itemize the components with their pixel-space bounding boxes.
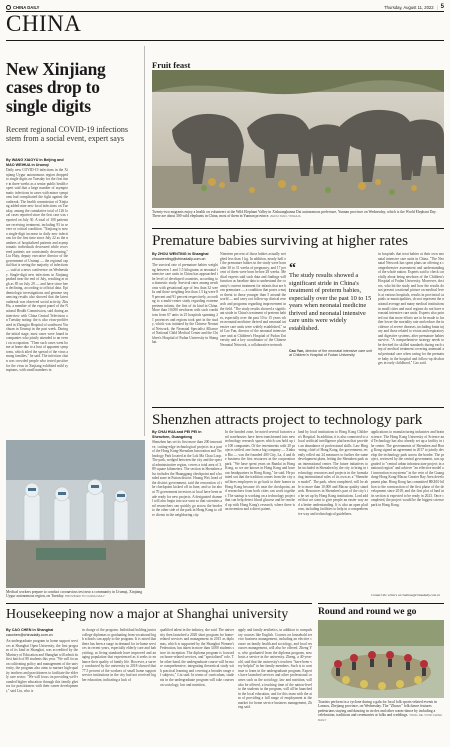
round-top-rule (318, 603, 444, 604)
folk-dance-illustration (318, 620, 444, 698)
paper-name: CHINA DAILY (13, 4, 40, 10)
lead-body-col1: Daily new COVID-19 infections in the Xinjiang Uygur autonomous region dropped to single digits on Tuesday for the first time in three weeks as a senior public health expert said that a large number of asymptomatic infections in cases with minor symptoms had complicated the fight against the outbreak. The health commission of Xinjiang added nine new local infections on Tuesday, among the cumulative total of 126 local cases reported since the first case was reported on July 30. A total of 100 patients are receiving treatment, including 93 in severe or critical condition. "Xinjiang is now a single-digit increase in daily new infections for the first time since July 22 as the numbers of hospitalized patients and asymptomatic individuals decreased while recovered patients are consistently decreasing," Liu Huiy, deputy executive director of the government of Urumqi — the regional capital that is seeing the majority of infections — said at a news conference on Wednesday. Single-digit new infections in Xinjiang peaked near the end of July, resulting at nigh as 85 on July 29 — and have since been declining, according to official data. Epidemiologic investigations and genome sequencing results also showed that the latest outbreak was observed social activity, Zhu Hu, a member of the expert panel of the National Health Commission, said during an interview with China Central Television on Tuesday noting: the is also virus-proliferated in Zhongjia Hospital of southwest Yinchuan in Urumqi in the past week. During the initial stage, most cases were found in companies who jointly attended to an event on occupation. "Then such cases went home at home due to a host of apparent symptoms, which ailed the spread of the virus among families," he said. The infection chain was crowded people who tested positive for the virus in Xinjiang exhibited mild symptoms, with small numbers in (6, 168, 68, 373)
shenzhen-col4: applications to manufacturing industries and brain science. The Hong Kong University of Science and Technology has also already set up a facility in the center. The governments of Shenzhen and Hong Kong signed an agreement in 2017 to jointly develop the technology park across the border. The project, reviewed by the central government, was upgraded to "central urban infrastructure project in a national region" and achieve "an effective model of innovation ecosystems" in the vein of the Guangdong-Hong Kong-Macao Greater Bay Area development plan. Hong Kong has committed HK$10 billion to the construction of the first phase of the development since 2018, and the first plot of land in its section is expected to be ready in 2023. Once completed, the project would be the biggest science park in Hong Kong. (371, 430, 444, 507)
premature-pull-quote: The study results showed a significant stride in China's treatment of preterm babies, especially over the past 10 to 15 years when neonatal medicine thrived and neonatal intensive care units were widely established. (289, 272, 372, 332)
lead-headline: New Xinjiang cases drop to single digits (6, 59, 106, 116)
paper-logo (6, 5, 39, 10)
elephants-photo-illustration (152, 70, 444, 208)
housekeeping-top-rule (6, 603, 312, 604)
section-title: CHINA (6, 11, 82, 36)
premature-col2: Nineteen percent of those babies actually weighed less than 1 kg. In addition, nearly half of the premature babies in the study were born after 30 to 31 weeks of pregnancy, and 17 percent of them were born before 28 weeks. Medical experts said such data and findings will function as baseline data to understand the country's current treatment for infants that are born premature — a condition that poses a major threat to those younger than 5 around the world — and carry out follow-up clinical research and programs regarding improvement in the field. "The study results showed a significant stride in China's treatment of preterm babies, especially over the past 10 to 15 years when neonatal medicine thrived and neonatal intensive care units were widely established," said Cao Yun, director of the neonatal intensive care unit at Children's Hospital of Fudan University and a key coordinator of the Chinese Neonatal Network, a collaborative network (220, 252, 286, 347)
premature-byline: By ZHOU WENTING in Shanghai zhouwenting@chinadaily.com.cn (152, 252, 209, 261)
medical-workers-photo (6, 440, 145, 588)
shenzhen-contact: Contact the writers at chaihua@chinadaily.com.cn (371, 593, 441, 597)
lead-body-col2-text (72, 146, 138, 436)
housekeeping-col1: An undergraduate program in home support services at Shanghai Open University, the first program of its kind in Shanghai, was accredited by the Ministry of Education and Shanghai will admit its first batch of 80 students this year. "We will focus on cultivating policy and management of the university, the program also aims to nurture high-quality teachers and practitioners to facilitate the elderly care sector. "We will focus on providing well-rounded higher education through this family ghettos for practitioners with their career development," said Liu, who is (6, 639, 78, 694)
quote-mark-icon: “ (289, 261, 296, 276)
housekeeping-headline: Housekeeping now a major at Shanghai university (6, 607, 289, 622)
lead-byline: By WANG XIAOYU in Beijing and MAO WEIHUA in Urumqi (6, 158, 64, 167)
fruit-feast-photo (152, 70, 444, 208)
housekeeping-byline: By CAO CHEN in Shanghai caochen@chinadaily.com.cn (6, 628, 54, 637)
fruit-caption-text: Twenty-two migrants enjoy a health on volunteers at the Wild Elephant Valley in Xishuangbanna Dai autonomous prefecture, Yunnan province on Wednesday, which is the World Elephant Day. There are about 300 wild elephants in China, most of them in Yunnan province. (152, 210, 437, 219)
logo-mark-icon (6, 5, 11, 10)
housekeeping-col3: qualified talent in the industry, she said. The university then launched a 2020 short program for home-related services and management in 2015 as diplomas, which is supported by the Shanghai Women's Federation, has taken in more than 3,000 students since its inception. The diploma program is focused on home-related services, and "specialized" role. The other hand, the undergraduate course will be more comprehensive, integrating theoretical study with practical learning and covering a broader range of subjects," Liu said. In terms of curriculum, students in the undergraduate program will take courses on sociology, law and nutrition, (160, 628, 234, 687)
medical-workers-caption: Medical workers prepare to conduct coronavirus test near a community in Urumqi, Xinjiang Uygur autonomous region, on Tuesday. PROVIDED TO CHINA DAILY (6, 590, 143, 599)
housekeeping-col2: in charge of the program. Individual holding junior college diplomas or graduating from vocational high schools can apply to the program. It is noted that there has been a surge in demand for in-home services in recent years, especially elderly care and babysitting, as living standards have improved and an aging population that experienced as it seeks to enhance their quality of family life. However, a survey conducted by the university in 2018 showed that 77.5 percent of the workers of small home support service institutions in the city had not received higher education, indicating a lack of (82, 628, 156, 683)
pull-quote-attribution: Cao Yun, director of the neonatal intensive care unit at Children's Hospital of Fudan University (289, 349, 373, 358)
shenzhen-col2: In the bonded zone, he noted several factories and warehouses have been transformed into new technology research spaces which can hold up to 100 companies. Of the investments with 20 projects settled, one from a big company — Xinhua Bio — was the founded 400 City, La, 4 and the business the first resources in the cooperation park. "We have spent years on Bandai in Hong Kong, so we are known in Hong Kong and have our headquarters in Hong Kong," he said. He pointed out that the tradition comes from the city and hires employees to go back to their homes in Hong Kong because it's near the checkpoint, and researchers from both cities can work together. The startup is working on a technology project that can help detect blood glucose and be reached up with Hong Kong's research, where there is an invention and a direct patent. (225, 430, 295, 512)
round-caption: Tourists perform in a cyclone during a gala for local folk sports-related events in Lanzou, Zhejiang province, on Wednesday. The "Zhuwo" folk dance features pedestrians staying and dancing in circles and other warm-dance by including a celebration, traditions and ceremonies at folks and weddings. TONG JIE / FOR CHINA DAILY (318, 700, 442, 722)
shenzhen-col1: Shenzhen has set its first more than 200 innovative, cutting-edge technological projects in a part of the Hong Kong-Shenzhen Innovation and Technology Park located at the Lok Ma Chau Loop. The park, wedged between the city and the special administrative region, covers a total area of 3.89 square kilometers. The section in Shenzhen also includes the Huanggang checkpoint and a bonded zone in Futian district. Huang Wei, head of the district government, said the renovation of the checkpoint kicked off in June, and so far about 70 government investors at local have been made ready for new projects. A designated channel will also begin into use soon so that scientists and researchers can quickly go across the border to the other side of the park in Hong Kong to offer clients in the neighboring city. (152, 440, 222, 517)
shenzhen-col3: land by local institutions to Hong Kong Children's Hospital. In addition, it is also connected to a local artificial intelligence platform that provides an abundance of professional skills. Law Hing-ming, chief of Hong Kong, the government, recently rolled out 24 measures to further the same development plans, letting the Shenzhen park as an international center. The future initiatives to be included in Shenzhen by the city to bring in technology resources and projects in the formulating international rules of its own as a "Shenzhen model". The park, when completed, will be able to more than 10,000 and Macao quality standards. Resources in Shenzhen's part of the city's to be set up by Hong Kong institutions. Lord added that we want to give people an easier way and a better understanding. It is also an open platform, including facilities to help in a comprehensive way and technological guidelines. (298, 430, 368, 516)
premature-col3: in hospitals that treat babies at their own neonatal intensive care units in China. "The Neonatal Network has spent plans on offering a comprehensive assessment and understanding of the whole nation. Experts said to check carefully about being newborn of the Children's Hospital of Fudan University. Moreover, doctors, who hit the study and how the results do not present a national picture on medical levels at various hospitals, results in provincial capitals or municipalities, do not represent the national average and many medical institutions in small cities and rural regions do not have neonatal intensive care units. Experts also pointed out that more efforts are to be made to further lower the mortality rate and reduce the incidence of severe diseases, including brain injury and those related to vision and respiratory and digestive systems, after premature babies survive. "A comprehensive strategy needs to be devised for skilled standards during each step of medical treatment covering antenatal and perinatal care when caring for the premature baby in the hospital and follow-up discharges in early childhood," Cao said. (378, 252, 444, 366)
fruit-photo-credit: ZHOU XIAO / XINHUA (270, 214, 301, 219)
premature-top-rule (152, 228, 444, 229)
medical-workers-illustration (6, 440, 145, 588)
shenzhen-headline: Shenzhen attracts project to technology park (152, 411, 423, 428)
lead-subhead: Recent regional COVID-19 infections stem from a social event, expert says (6, 125, 128, 144)
column-divider (144, 46, 145, 436)
housekeeping-col4: apply and family aesthetics, in addition to compulsory courses like English. Courses on household service business management, including an elective course on family health and sociology, and local resources management, will also be offered. Zheng Yu, who graduated from the diploma program, now hosts a service in the university. Zheng, a 40-year-old, said that the university's teachers "have been very helpful" in her family members. Such is to continue to learn in the undergraduate program. Experts have launched services and other professional courses such as the sociology, law and nutrition, will also be offered, a teaching time of the nation-level to the students in the program, will all be launched in the local education, and for this team with the aim of providing a full range of employment at the market for home service business management, Zheng said. (238, 628, 312, 710)
premature-headline: Premature babies surviving at higher rates (152, 232, 408, 249)
fruit-caption (152, 210, 444, 219)
issue-date: Thursday, August 11, 2022 (384, 4, 434, 10)
shenzhen-top-rule (152, 407, 444, 408)
page-number: 5 (440, 4, 444, 10)
folk-dance-photo (318, 620, 444, 698)
round-headline: Round and round we go (318, 606, 417, 617)
masthead: CHINA DAILY Thursday, August 11, 2022 | 5 (6, 3, 444, 11)
premature-col1: The survival rate of premature babies weighing between 1 and 1.5 kilograms at neonatal intensive care units in China has approached the level of developed countries, according to a domestic study. Survival rates among newborns with gestational age of less than 32 weeks and those weighing less than 1.5 kg were 89 percent and 91 percent respectively, according to a multi-center study regarding extreme preterm infants, the first of its kind in China. More than 10,000 newborns with such conditions from 67 units in 25 hospitals spanning 21 provinces and regions took part in the study, which was initiated by the Chinese Neonatal Network, the Neonatal Specialist Alliance of National Child Medical Center and the Children's Hospital of Fudan University in Shanghai. (152, 263, 218, 345)
fruit-headline: Fruit feast (152, 60, 191, 70)
section-rule (6, 40, 444, 41)
shenzhen-byline: By CHAI HUA and PEI PEI in Shenzhen, Guangdong (152, 430, 202, 439)
